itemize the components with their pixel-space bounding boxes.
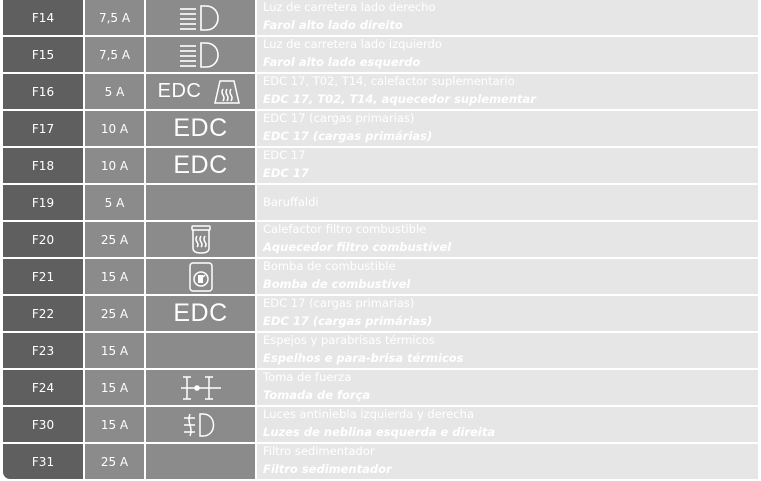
table-row (3, 407, 758, 444)
fuse-number: F24 (3, 370, 83, 405)
fuse-table (3, 0, 758, 481)
description-pt: EDC 17 (263, 166, 309, 180)
description-pt: Farol alto lado direito (263, 18, 403, 32)
description (257, 0, 758, 35)
high-beam-icon (146, 0, 255, 35)
fuse-number: F19 (3, 185, 83, 220)
table-row (3, 333, 758, 370)
fuel-filter-heater-icon (146, 222, 255, 257)
description-pt: Bomba de combustível (263, 277, 411, 291)
description-es: Baruffaldi (263, 195, 319, 209)
description (257, 259, 758, 294)
fuse-number: F21 (3, 259, 83, 294)
description-pt: EDC 17 (cargas primárias) (263, 129, 433, 143)
power-take-off-icon (146, 370, 255, 405)
description (257, 37, 758, 72)
table-row (3, 259, 758, 296)
description (257, 148, 758, 183)
fuse-amperage: 25 A (85, 222, 144, 257)
table-row (3, 111, 758, 148)
fuse-amperage: 15 A (85, 370, 144, 405)
fuse-amperage: 25 A (85, 296, 144, 331)
description-pt: Farol alto lado esquerdo (263, 55, 421, 69)
edc-label: EDC (173, 114, 228, 142)
fog-light-icon (146, 407, 255, 442)
fuse-amperage: 10 A (85, 111, 144, 146)
fuse-number: F30 (3, 407, 83, 442)
table-row (3, 185, 758, 222)
fuse-amperage: 10 A (85, 148, 144, 183)
fuse-number: F15 (3, 37, 83, 72)
fuse-number: F16 (3, 74, 83, 109)
high-beam-icon (146, 37, 255, 72)
fuse-amperage: 15 A (85, 259, 144, 294)
description-es: Espejos y parabrisas térmicos (263, 333, 435, 347)
description-pt: Aquecedor filtro combustível (263, 240, 452, 254)
description-es: EDC 17 (cargas primarias) (263, 111, 415, 125)
table-row (3, 0, 758, 37)
fuse-amperage: 15 A (85, 407, 144, 442)
description (257, 222, 758, 257)
fuse-number: F18 (3, 148, 83, 183)
description-es: EDC 17, T02, T14, calefactor suplementario (263, 74, 515, 88)
description-pt: EDC 17 (cargas primárias) (263, 314, 433, 328)
description (257, 74, 758, 109)
edc-label: EDC (173, 299, 228, 327)
icon-cell-empty (146, 444, 255, 479)
description (257, 333, 758, 368)
fuse-amperage: 7,5 A (85, 0, 144, 35)
description-es: EDC 17 (263, 148, 306, 162)
fuse-number: F31 (3, 444, 83, 479)
icon-cell-empty (146, 185, 255, 220)
description (257, 444, 758, 479)
fuse-number: F14 (3, 0, 83, 35)
description-es: Luces antiniebla izquierda y derecha (263, 407, 474, 421)
description (257, 370, 758, 405)
table-row (3, 148, 758, 185)
description (257, 407, 758, 442)
description-es: Luz de carretera lado izquierdo (263, 37, 442, 51)
fuse-amperage: 15 A (85, 333, 144, 368)
table-row (3, 296, 758, 333)
fuse-number: F23 (3, 333, 83, 368)
description-es: Bomba de combustible (263, 259, 396, 273)
edc-label: EDC (157, 80, 202, 102)
fuse-amperage: 25 A (85, 444, 144, 479)
edc-icon (146, 148, 255, 183)
description-pt: Luzes de neblina esquerda e direita (263, 425, 496, 439)
description-pt: EDC 17, T02, T14, aquecedor suplementar (263, 92, 536, 106)
description-es: Calefactor filtro combustible (263, 222, 427, 236)
description-pt: Filtro sedimentador (263, 462, 392, 476)
table-row (3, 74, 758, 111)
description-es: Toma de fuerza (263, 370, 352, 384)
description-es: Luz de carretera lado derecho (263, 0, 436, 14)
fuse-amperage: 7,5 A (85, 37, 144, 72)
fuse-number: F17 (3, 111, 83, 146)
edc-label: EDC (173, 151, 228, 179)
edc-icon (146, 296, 255, 331)
description-pt: Espelhos e para-brisa térmicos (263, 351, 464, 365)
fuse-number: F20 (3, 222, 83, 257)
table-row (3, 37, 758, 74)
table-row (3, 370, 758, 407)
fuel-pump-icon (146, 259, 255, 294)
description-es: EDC 17 (cargas primarias) (263, 296, 415, 310)
table-row (3, 444, 758, 481)
description-pt: Tomada de força (263, 388, 371, 402)
fuse-amperage: 5 A (85, 185, 144, 220)
fuse-amperage: 5 A (85, 74, 144, 109)
description (257, 296, 758, 331)
icon-cell-empty (146, 333, 255, 368)
edc-heater-icon (146, 74, 255, 109)
edc-icon (146, 111, 255, 146)
fuse-number: F22 (3, 296, 83, 331)
description-es: Filtro sedimentador (263, 444, 375, 458)
table-row (3, 222, 758, 259)
description (257, 111, 758, 146)
description (257, 185, 758, 220)
